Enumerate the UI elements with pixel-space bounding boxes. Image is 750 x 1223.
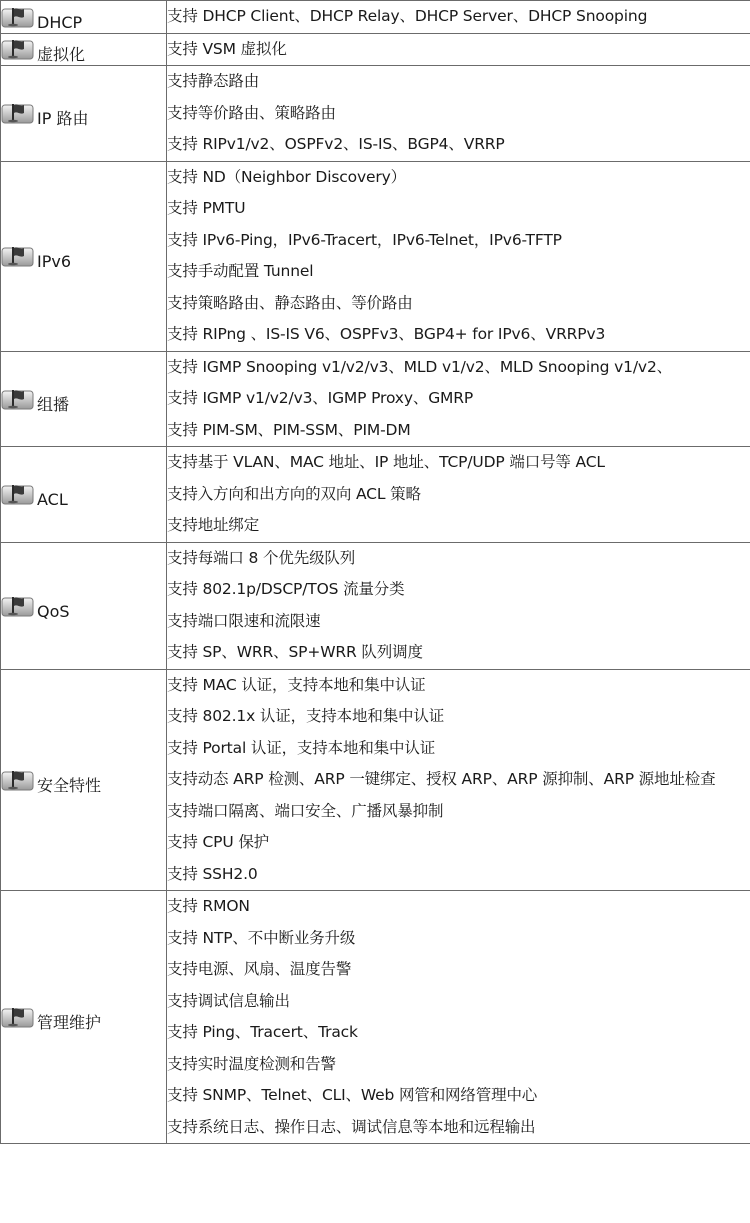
description-cell	[167, 891, 750, 1144]
feature-line: 支持 PMTU	[167, 199, 246, 217]
category-label: QoS	[37, 601, 70, 621]
feature-line: 支持 RIPv1/v2、OSPFv2、IS-IS、BGP4、VRRP	[167, 135, 505, 153]
feature-line: 支持策略路由、静态路由、等价路由	[167, 293, 413, 312]
feature-line: 支持 CPU 保护	[167, 833, 270, 851]
category-cell	[1, 1, 167, 34]
table-row-7	[1, 669, 750, 891]
feature-line: 支持 802.1x 认证，支持本地和集中认证	[167, 707, 445, 725]
flag-icon	[1, 6, 35, 28]
table-row-1	[1, 33, 750, 66]
category-label: IP 路由	[37, 109, 89, 129]
feature-line: 支持静态路由	[167, 72, 260, 90]
category-label: ACL	[37, 490, 68, 510]
description-cell	[167, 542, 750, 669]
feature-line: 支持 IGMP v1/v2/v3、IGMP Proxy、GMRP	[167, 389, 474, 407]
description-cell	[167, 161, 750, 351]
feature-line: 支持 MAC 认证，支持本地和集中认证	[167, 675, 426, 694]
flag-icon	[1, 102, 35, 124]
table-row-2	[1, 66, 750, 162]
feature-line: 支持地址绑定	[167, 516, 260, 534]
category-label: 组播	[37, 394, 70, 414]
spec-table-body	[1, 1, 750, 1144]
feature-line: 支持实时温度检测和告警	[167, 1054, 336, 1073]
feature-line: 支持 RIPng 、IS-IS V6、OSPFv3、BGP4+ for IPv6、VRRPv3	[167, 325, 606, 343]
flag-icon	[1, 388, 35, 410]
description-cell	[167, 33, 750, 66]
table-row-6	[1, 542, 750, 669]
feature-line: 支持手动配置 Tunnel	[167, 262, 314, 280]
table-row-4	[1, 351, 750, 447]
category-cell	[1, 351, 167, 447]
category-cell	[1, 33, 167, 66]
description-cell	[167, 669, 750, 891]
feature-line: 支持动态 ARP 检测、ARP 一键绑定、授权 ARP、ARP 源抑制、ARP 源地址检查	[167, 770, 716, 788]
feature-line: 支持 Ping、Tracert、Track	[167, 1023, 358, 1041]
description-cell	[167, 351, 750, 447]
category-label: 管理维护	[37, 1013, 102, 1032]
feature-line: 支持 NTP、不中断业务升级	[167, 928, 356, 947]
feature-line: 支持电源、风扇、温度告警	[167, 960, 352, 978]
category-cell	[1, 66, 167, 162]
table-row-3	[1, 161, 750, 351]
category-cell	[1, 161, 167, 351]
category-cell	[1, 669, 167, 891]
feature-line: 支持 DHCP Client、DHCP Relay、DHCP Server、DHCP Snooping	[167, 7, 648, 25]
flag-icon	[1, 595, 35, 617]
flag-icon	[1, 245, 35, 267]
feature-line: 支持调试信息输出	[167, 991, 290, 1010]
feature-line: 支持 PIM-SM、PIM-SSM、PIM-DM	[167, 420, 411, 439]
feature-line: 支持端口限速和流限速	[167, 611, 321, 630]
feature-line: 支持 VSM 虚拟化	[167, 39, 287, 58]
feature-line: 支持 IPv6-Ping，IPv6-Tracert，IPv6-Telnet，IPv6-TFTP	[167, 230, 562, 249]
feature-line: 支持 SP、WRR、SP+WRR 队列调度	[167, 643, 423, 661]
feature-line: 支持 ND（Neighbor Discovery）	[167, 167, 407, 186]
category-cell	[1, 447, 167, 543]
feature-line: 支持 SNMP、Telnet、CLI、Web 网管和网络管理中心	[167, 1086, 538, 1104]
feature-line: 支持端口隔离、端口安全、广播风暴抑制	[167, 801, 444, 820]
feature-line: 支持入方向和出方向的双向 ACL 策略	[167, 484, 421, 503]
feature-line: 支持基于 VLAN、MAC 地址、IP 地址、TCP/UDP 端口号等 ACL	[167, 453, 605, 471]
description-cell	[167, 447, 750, 543]
feature-line: 支持 Portal 认证，支持本地和集中认证	[167, 738, 436, 757]
category-label: IPv6	[37, 252, 72, 271]
flag-icon	[1, 769, 35, 791]
feature-line: 支持系统日志、操作日志、调试信息等本地和远程输出	[167, 1117, 536, 1136]
feature-line: 支持 RMON	[167, 897, 250, 915]
table-row-8	[1, 891, 750, 1144]
feature-line: 支持每端口 8 个优先级队列	[167, 548, 356, 567]
category-cell	[1, 542, 167, 669]
category-cell	[1, 891, 167, 1144]
flag-icon	[1, 1006, 35, 1028]
category-label: 虚拟化	[37, 45, 86, 65]
category-label: DHCP	[37, 12, 83, 32]
description-cell	[167, 66, 750, 162]
feature-line: 支持 SSH2.0	[167, 864, 258, 883]
feature-line: 支持等价路由、策略路由	[167, 103, 336, 122]
feature-line: 支持 IGMP Snooping v1/v2/v3、MLD v1/v2、MLD Snooping v1/v2、	[167, 357, 673, 376]
category-label: 安全特性	[37, 775, 102, 795]
table-row-0	[1, 1, 750, 34]
flag-icon	[1, 483, 35, 505]
flag-icon	[1, 38, 35, 60]
description-cell	[167, 1, 750, 34]
feature-line: 支持 802.1p/DSCP/TOS 流量分类	[167, 580, 405, 598]
table-row-5	[1, 447, 750, 543]
